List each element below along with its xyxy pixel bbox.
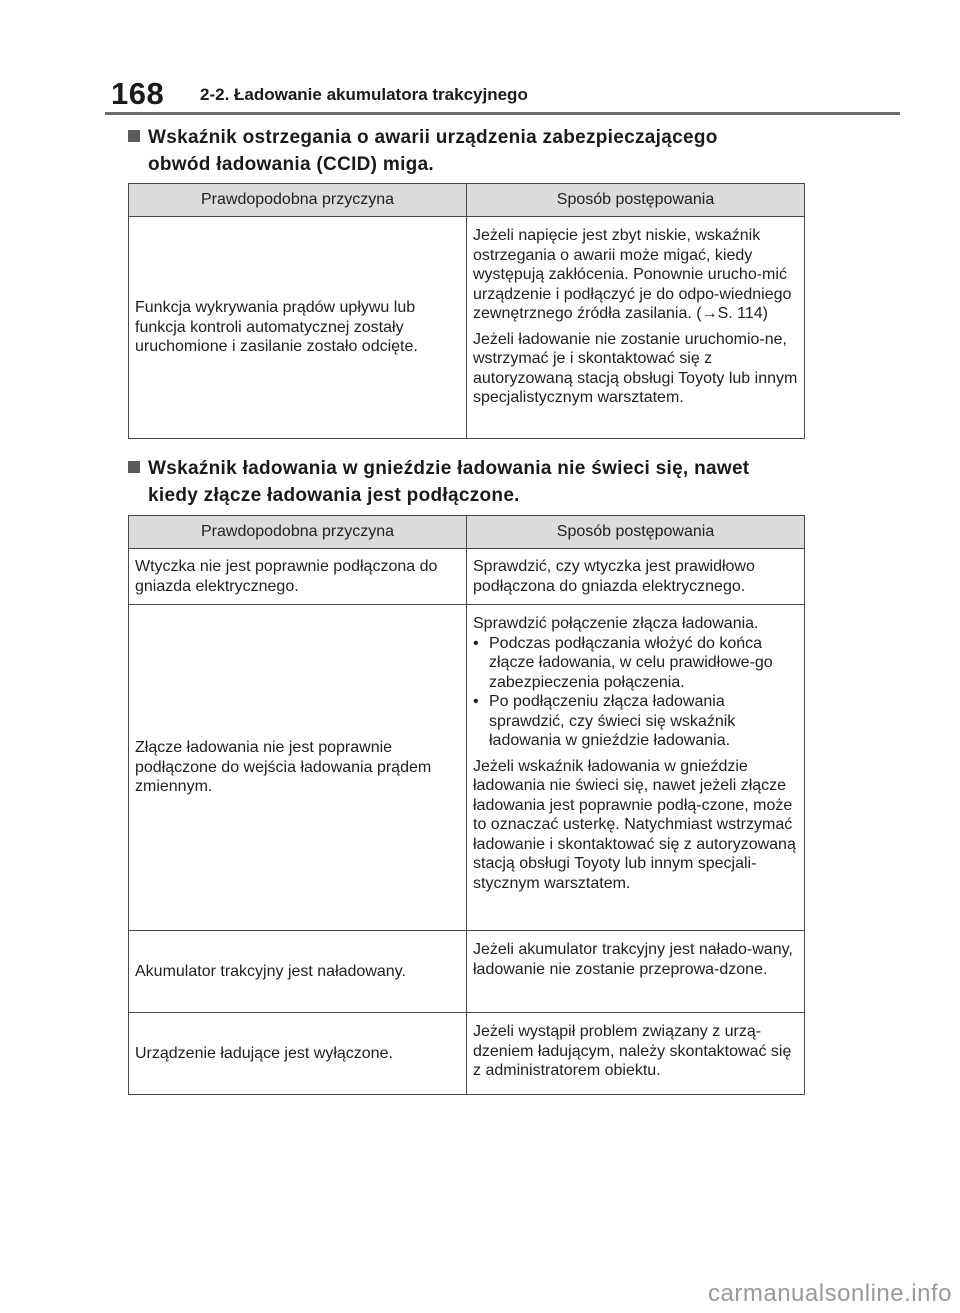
section-heading-line2: obwód ładowania (CCID) miga. <box>148 154 435 175</box>
column-header-cause: Prawdopodobna przyczyna <box>129 184 467 217</box>
table-row <box>129 605 805 931</box>
remedy-cell <box>467 605 805 931</box>
table-row <box>129 217 805 439</box>
section-heading-charging-indicator <box>128 455 828 509</box>
column-header-remedy: Sposób postępowania <box>467 184 805 217</box>
column-header-remedy: Sposób postępowania <box>467 516 805 549</box>
remedy-cell: Sprawdzić, czy wtyczka jest prawidłowo podłączona do gniazda elektrycznego. <box>467 549 805 605</box>
remedy-outro: Jeżeli wskaźnik ładowania w gnieździe ładowania nie świeci się, nawet jeżeli złącze ładowania jest poprawnie podłą-czone, może to oznaczać usterkę. Natychmiast wstrzymać ładowanie i skontaktować się z autoryzowaną stacją obsługi Toyoty lub innym specjali-stycznym warsztatem. <box>473 757 796 892</box>
remedy-intro: Sprawdzić połączenie złącza ładowania. <box>473 615 759 632</box>
header-rule <box>105 112 900 115</box>
troubleshooting-table-charging-indicator <box>128 515 805 1095</box>
remedy-paragraph: Jeżeli napięcie jest zbyt niskie, wskaźnik ostrzegania o awarii może migać, kiedy występują zakłócenia. Ponownie urucho-mić urządzenie i podłączyć je do odpo-wiedniego zewnętrznego źródła zasilania. (→S. 114) <box>473 227 792 322</box>
remedy-cell <box>467 217 805 439</box>
table-row <box>129 549 805 605</box>
chapter-title: 2-2. Ładowanie akumulatora trakcyjnego <box>200 85 528 104</box>
cause-cell: Złącze ładowania nie jest poprawnie podłączone do wejścia ładowania prądem zmiennym. <box>129 605 467 931</box>
section-heading-line1: Wskaźnik ładowania w gnieździe ładowania nie świeci się, nawet <box>148 458 750 479</box>
remedy-bullet-item <box>473 634 798 693</box>
cause-cell: Akumulator trakcyjny jest naładowany. <box>129 931 467 1013</box>
remedy-cell: Jeżeli akumulator trakcyjny jest nałado-wany, ładowanie nie zostanie przeprowa-dzone. <box>467 931 805 1013</box>
remedy-bullet-text: Podczas podłączania włożyć do końca złącze ładowania, w celu prawidłowe-go zabezpieczenia połączenia. <box>489 634 773 691</box>
watermark: carmanualsonline.info <box>708 1280 952 1307</box>
table-header-row <box>129 516 805 549</box>
table-row <box>129 1013 805 1095</box>
table-row <box>129 931 805 1013</box>
section-heading-line1: Wskaźnik ostrzegania o awarii urządzenia zabezpieczającego <box>148 127 718 148</box>
bullet-dot-icon: • <box>473 634 479 652</box>
remedy-bullet-item <box>473 692 798 751</box>
table-header-row <box>129 184 805 217</box>
page-number: 168 <box>111 76 165 111</box>
square-bullet-icon <box>128 130 140 142</box>
cause-cell: Funkcja wykrywania prądów upływu lub funkcja kontroli automatycznej zostały uruchomione i zasilanie zostało odcięte. <box>129 217 467 439</box>
page-header <box>0 0 960 120</box>
cause-cell: Urządzenie ładujące jest wyłączone. <box>129 1013 467 1095</box>
troubleshooting-table-ccid <box>128 183 805 439</box>
section-heading-line2: kiedy złącze ładowania jest podłączone. <box>148 485 520 506</box>
remedy-cell: Jeżeli wystąpił problem związany z urzą-dzeniem ładującym, należy skontaktować się z administratorem obiektu. <box>467 1013 805 1095</box>
remedy-bullet-text: Po podłączeniu złącza ładowania sprawdzić, czy świeci się wskaźnik ładowania w gnieździe ładowania. <box>489 693 736 749</box>
bullet-dot-icon: • <box>473 693 479 710</box>
section-heading-ccid <box>128 124 828 178</box>
remedy-paragraph: Jeżeli ładowanie nie zostanie uruchomio-ne, wstrzymać je i skontaktować się z autoryzowaną stacją obsługi Toyoty lub innym specjalistycznym warsztatem. <box>473 330 798 406</box>
square-bullet-icon <box>128 461 140 473</box>
cause-cell: Wtyczka nie jest poprawnie podłączona do gniazda elektrycznego. <box>129 549 467 605</box>
column-header-cause: Prawdopodobna przyczyna <box>129 516 467 549</box>
